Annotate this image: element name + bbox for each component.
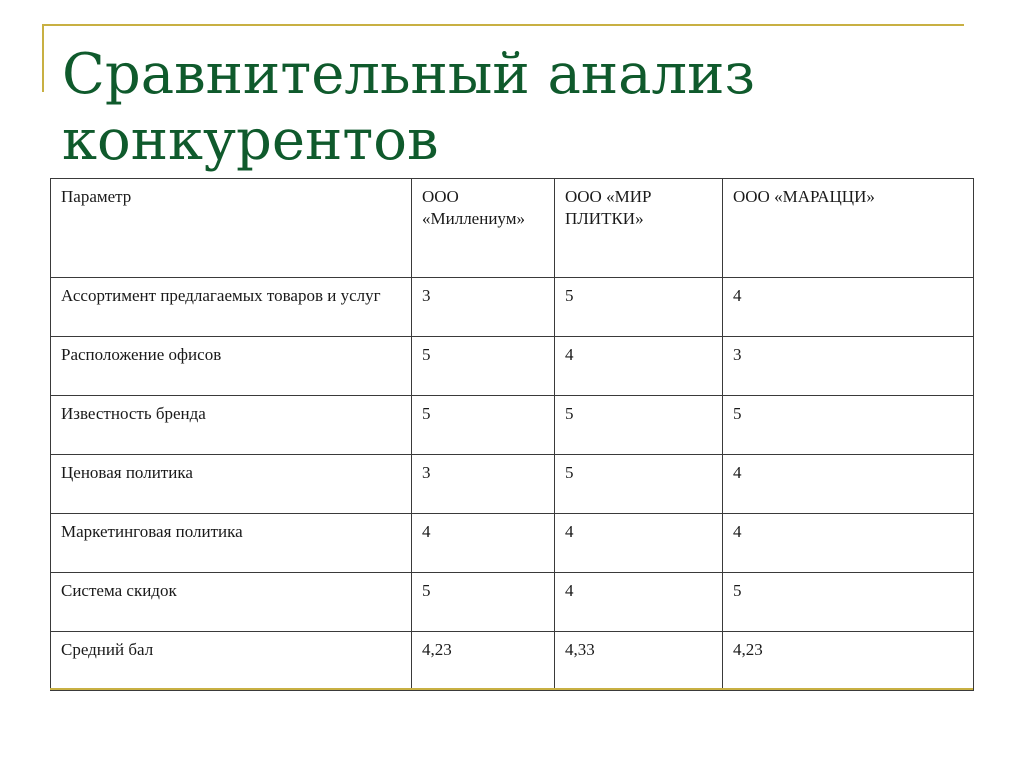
score-cell: 4 xyxy=(723,514,974,573)
score-cell: 4 xyxy=(555,337,723,396)
row-label: Ценовая политика xyxy=(51,455,412,514)
score-cell: 4 xyxy=(555,573,723,632)
table-row xyxy=(51,396,974,455)
score-cell: 5 xyxy=(555,455,723,514)
score-cell: 5 xyxy=(412,396,555,455)
row-label: Система скидок xyxy=(51,573,412,632)
score-cell: 4 xyxy=(723,455,974,514)
bottom-accent-rule xyxy=(50,688,973,690)
header-mir-plitki: ООО «МИР ПЛИТКИ» xyxy=(555,179,723,278)
average-cell: 4,23 xyxy=(723,632,974,691)
row-label: Маркетинговая политика xyxy=(51,514,412,573)
comparison-table xyxy=(50,178,974,691)
score-cell: 5 xyxy=(412,337,555,396)
table-row xyxy=(51,337,974,396)
row-label: Расположение офисов xyxy=(51,337,412,396)
score-cell: 4 xyxy=(555,514,723,573)
score-cell: 4 xyxy=(723,278,974,337)
score-cell: 3 xyxy=(723,337,974,396)
score-cell: 5 xyxy=(412,573,555,632)
row-label: Ассортимент предлагаемых товаров и услуг xyxy=(51,278,412,337)
score-cell: 5 xyxy=(723,573,974,632)
score-cell: 4 xyxy=(412,514,555,573)
row-label: Известность бренда xyxy=(51,396,412,455)
slide-title: Сравнительный анализ конкурентов xyxy=(62,42,755,173)
row-label: Средний бал xyxy=(51,632,412,691)
header-millenium: ООО «Миллениум» xyxy=(412,179,555,278)
table-row xyxy=(51,514,974,573)
table-header-row xyxy=(51,179,974,278)
average-cell: 4,33 xyxy=(555,632,723,691)
score-cell: 3 xyxy=(412,278,555,337)
header-parameter: Параметр xyxy=(51,179,412,278)
table-row-average xyxy=(51,632,974,691)
table-row xyxy=(51,278,974,337)
table-row xyxy=(51,455,974,514)
score-cell: 3 xyxy=(412,455,555,514)
average-cell: 4,23 xyxy=(412,632,555,691)
header-maraccy: ООО «МАРАЦЦИ» xyxy=(723,179,974,278)
top-accent-rule xyxy=(42,24,964,26)
left-accent-rule xyxy=(42,24,44,92)
score-cell: 5 xyxy=(555,278,723,337)
comparison-table-container xyxy=(50,178,973,691)
score-cell: 5 xyxy=(555,396,723,455)
score-cell: 5 xyxy=(723,396,974,455)
table-row xyxy=(51,573,974,632)
